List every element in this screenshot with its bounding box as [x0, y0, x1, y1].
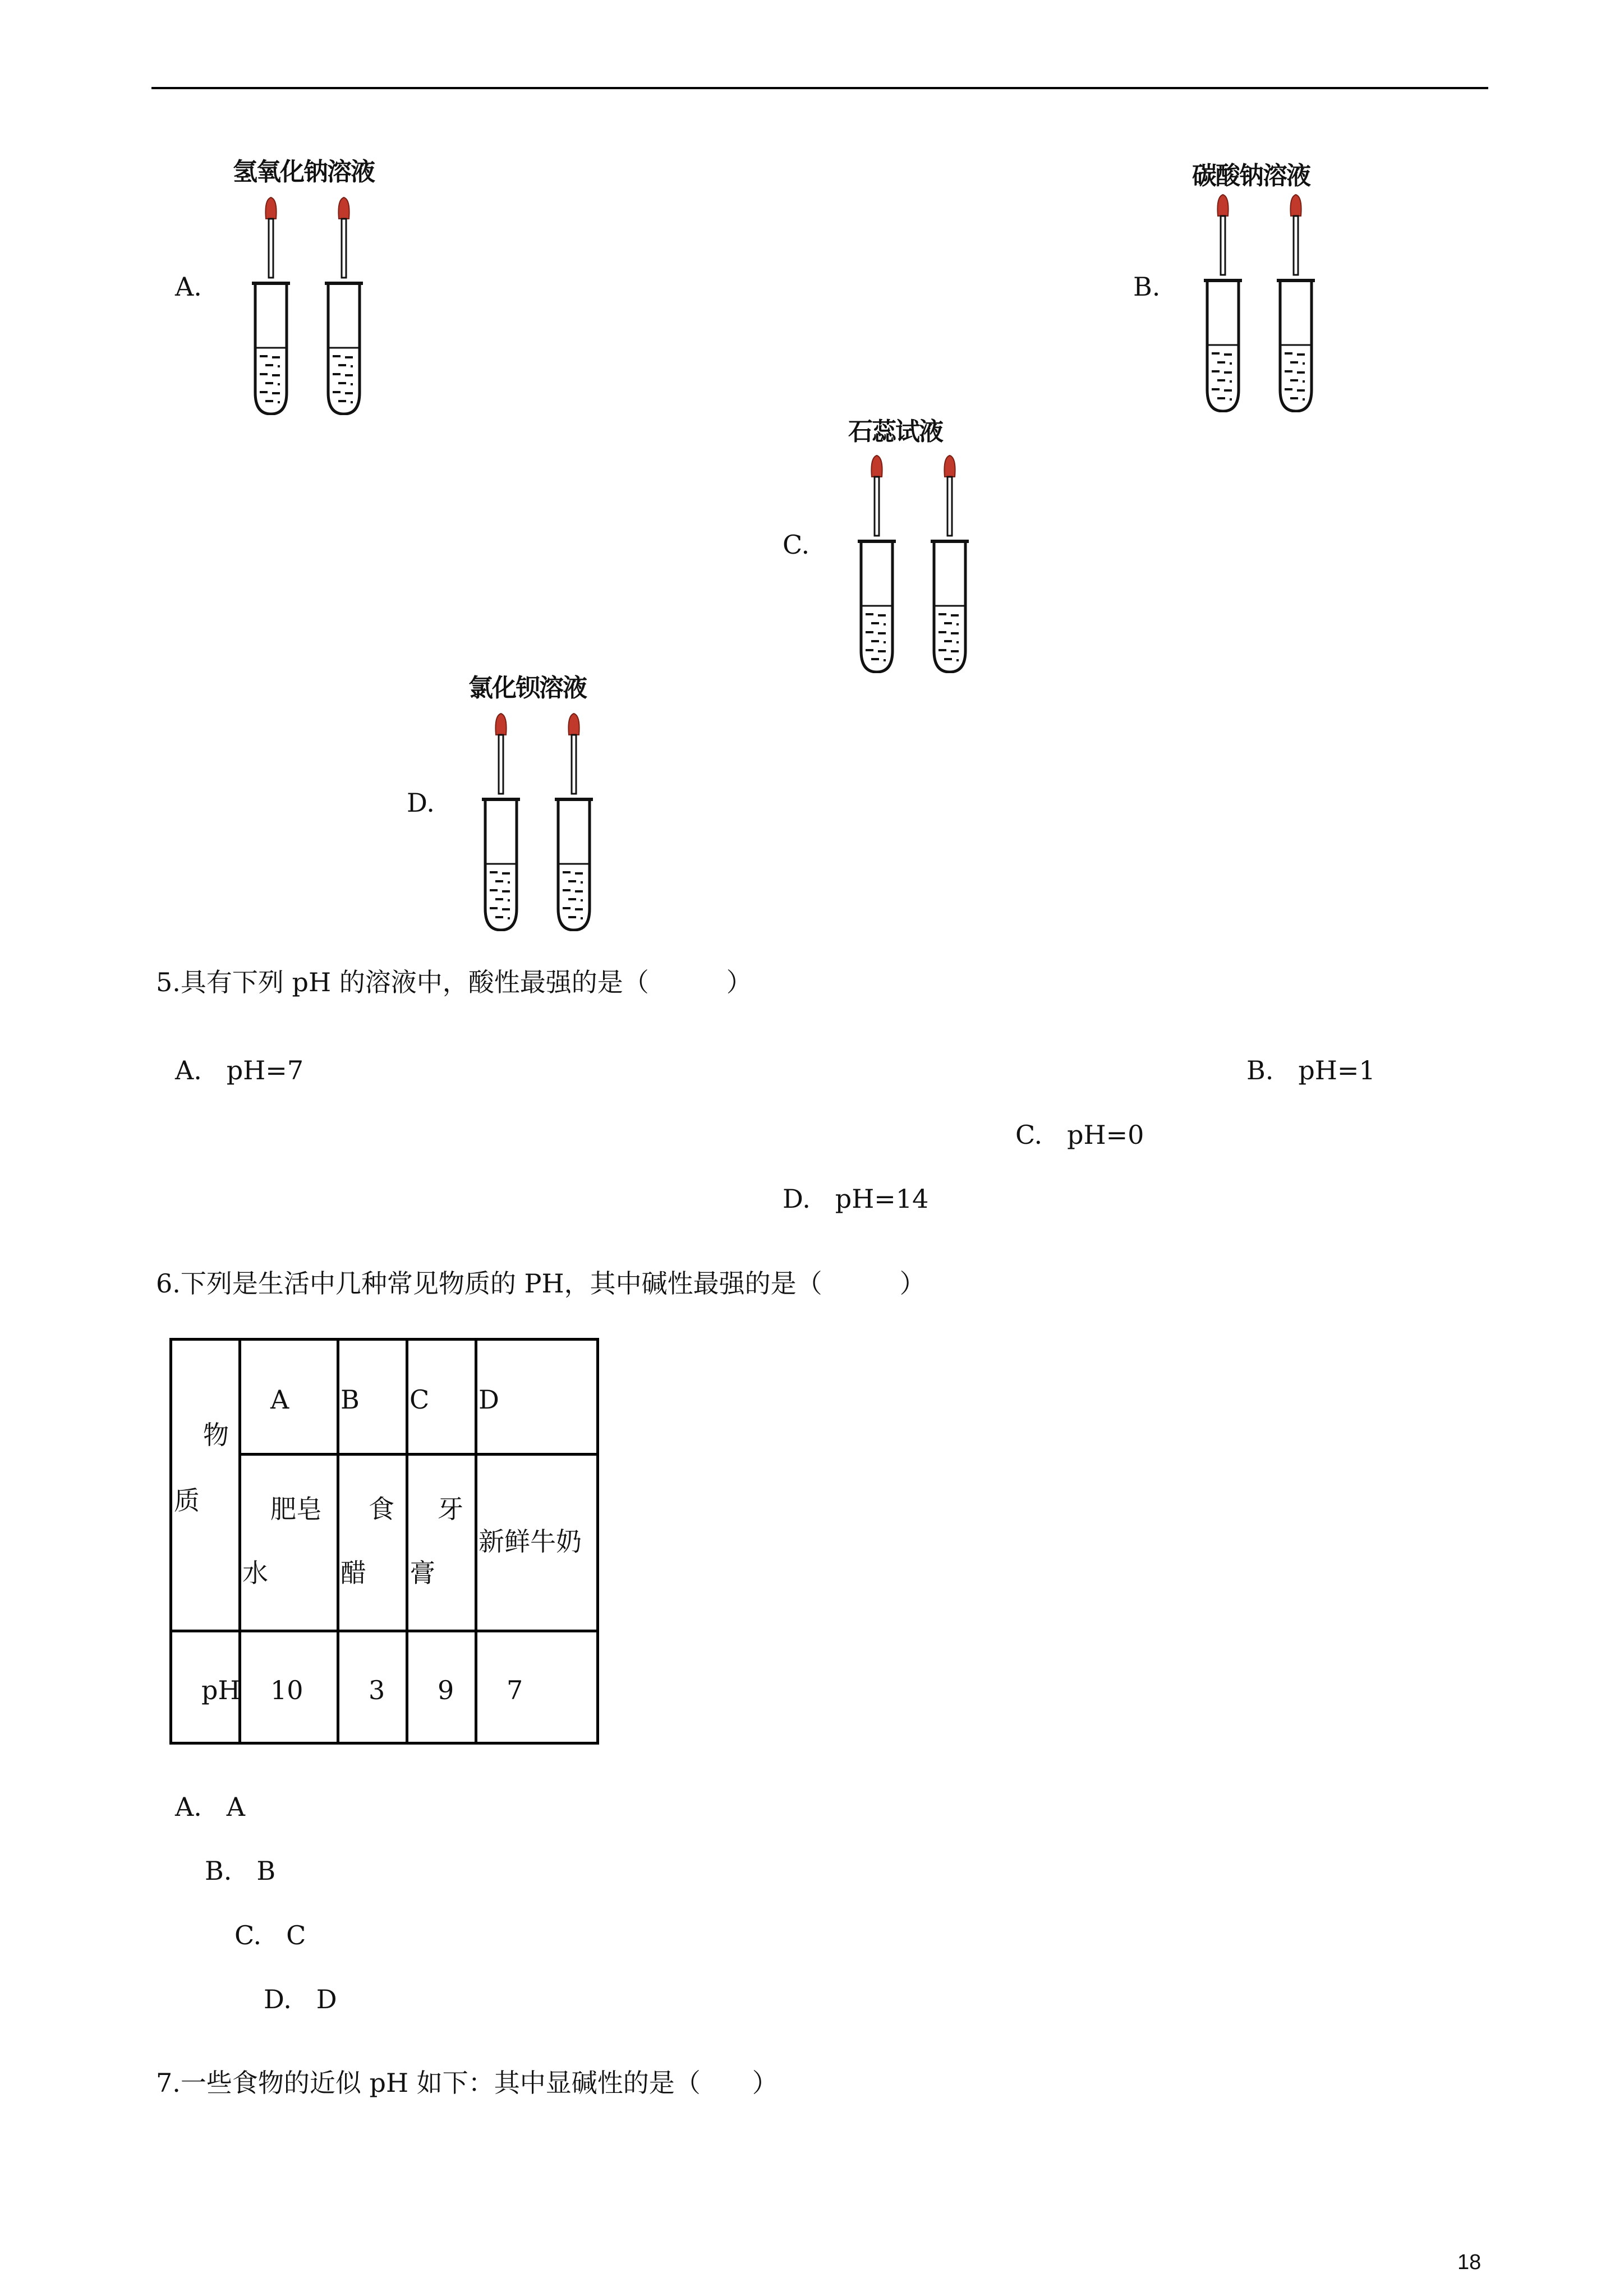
substance-a-line2: 水: [242, 1558, 268, 1588]
dropper-tube-icon: [499, 735, 503, 794]
q4-option-b-figure: [1190, 194, 1319, 412]
dropper-and-tube-2: [931, 455, 969, 672]
dropper-tube-icon: [572, 735, 576, 794]
table-ph-c: [407, 1631, 476, 1743]
dropper-bulb-icon: [568, 714, 579, 735]
column-key-d: D: [479, 1384, 499, 1415]
substance-a-line1: 肥皂: [270, 1494, 322, 1524]
ph-table: [169, 1338, 599, 1745]
q4-option-a-label: 氢氧化钠溶液: [233, 158, 374, 186]
substance-c-line1: 牙: [438, 1494, 463, 1524]
dropper-bulb-icon: [1217, 195, 1228, 216]
q6-option-c-text: C: [286, 1920, 306, 1950]
dropper-bulb-icon: [871, 455, 882, 477]
table-header-b: [338, 1340, 407, 1455]
q6-option-a-letter: A.: [175, 1792, 202, 1822]
q4-option-c-label: 石蕊试液: [848, 417, 942, 446]
ph-value-a: 10: [270, 1675, 303, 1705]
substance-d-line1: 新鲜牛奶: [479, 1526, 582, 1557]
row-header-char-2: 质: [174, 1485, 200, 1516]
dropper-and-tube-1: [858, 455, 896, 672]
q6-option-d-letter: D.: [264, 1984, 292, 2014]
q4-option-d-label: 氯化钡溶液: [468, 674, 586, 702]
q5-option-b-text: pH=1: [1298, 1055, 1375, 1085]
q5-option-a[interactable]: [175, 1057, 303, 1083]
q5-option-c[interactable]: [1015, 1122, 1144, 1148]
ph-value-d: 7: [507, 1675, 523, 1705]
dropper-tube-icon: [1294, 216, 1298, 275]
q5-option-c-text: pH=0: [1067, 1120, 1144, 1150]
dropper-and-tube-1: [1204, 195, 1242, 411]
q4-option-a-figure: [238, 196, 367, 415]
q5-option-a-text: pH=7: [226, 1055, 304, 1085]
q5-stem: 5.具有下列 pH 的溶液中，酸性最强的是（ ）: [156, 967, 752, 997]
q5-option-d-letter: D.: [783, 1184, 811, 1214]
dropper-and-tube-1: [482, 714, 520, 930]
q4-option-a-letter[interactable]: A.: [175, 272, 202, 302]
table-header-d: [476, 1340, 598, 1455]
dropper-and-tube-1: [252, 197, 290, 414]
column-key-b: B: [341, 1384, 360, 1415]
dropper-tube-icon: [342, 219, 346, 278]
table-row-header-substance: [171, 1340, 240, 1631]
column-key-a: A: [270, 1384, 289, 1415]
q6-option-a[interactable]: [175, 1794, 245, 1820]
header-rule: [151, 87, 1488, 89]
q5-option-c-letter: C.: [1015, 1120, 1043, 1150]
table-substance-d: [476, 1455, 598, 1631]
dropper-bulb-icon: [265, 197, 276, 219]
q6-option-b[interactable]: [205, 1858, 275, 1884]
dropper-and-tube-2: [1277, 195, 1315, 411]
table-ph-d: [476, 1631, 598, 1743]
dropper-tube-icon: [269, 219, 273, 278]
q4-option-c-letter[interactable]: C.: [783, 530, 810, 560]
q6-option-d-text: D: [316, 1984, 337, 2014]
q6-stem: 6.下列是生活中几种常见物质的 PH，其中碱性最强的是（ ）: [156, 1268, 926, 1299]
q6-option-a-text: A: [226, 1792, 245, 1822]
q7-stem: 7.一些食物的近似 pH 如下：其中显碱性的是（ ）: [156, 2068, 778, 2098]
dropper-tube-icon: [1221, 216, 1225, 275]
ph-value-b: 3: [369, 1675, 385, 1705]
dropper-bulb-icon: [338, 197, 349, 219]
q6-option-b-letter: B.: [205, 1856, 232, 1886]
substance-b-line2: 醋: [341, 1558, 366, 1588]
q4-option-b-label: 碳酸钠溶液: [1192, 162, 1310, 190]
page-number: 18: [1457, 2251, 1482, 2274]
q4-option-d-figure: [468, 712, 597, 931]
dropper-and-tube-2: [555, 714, 593, 930]
dropper-tube-icon: [947, 477, 952, 536]
q4-option-d-letter[interactable]: D.: [407, 788, 435, 818]
table-substance-c: [407, 1455, 476, 1631]
q6-option-c-letter: C.: [234, 1920, 262, 1950]
q5-option-a-letter: A.: [175, 1055, 202, 1085]
row-header-char-1: 物: [203, 1420, 229, 1450]
column-key-c: C: [410, 1384, 430, 1415]
q4-option-c-figure: [844, 454, 973, 673]
table-row-header-ph: [171, 1631, 240, 1743]
substance-c-line2: 膏: [410, 1558, 435, 1588]
q6-option-b-text: B: [256, 1856, 276, 1886]
dropper-bulb-icon: [495, 714, 506, 735]
q5-option-b-letter: B.: [1246, 1055, 1274, 1085]
q5-option-d[interactable]: [783, 1186, 928, 1212]
q5-option-b[interactable]: [1246, 1057, 1375, 1083]
q6-option-c[interactable]: [234, 1922, 306, 1948]
dropper-bulb-icon: [1290, 195, 1301, 216]
dropper-and-tube-2: [325, 197, 363, 414]
table-substance-b: [338, 1455, 407, 1631]
q6-option-d[interactable]: [264, 1986, 337, 2012]
q5-option-d-text: pH=14: [835, 1184, 929, 1214]
dropper-bulb-icon: [944, 455, 955, 477]
table-ph-b: [338, 1631, 407, 1743]
table-header-c: [407, 1340, 476, 1455]
substance-b-line1: 食: [369, 1494, 394, 1524]
q4-option-b-letter[interactable]: B.: [1133, 272, 1161, 302]
table-ph-a: [240, 1631, 338, 1743]
table-header-a: [240, 1340, 338, 1455]
row-header-ph-label: pH: [201, 1675, 241, 1705]
ph-value-c: 9: [438, 1675, 454, 1705]
table-substance-a: [240, 1455, 338, 1631]
dropper-tube-icon: [875, 477, 879, 536]
